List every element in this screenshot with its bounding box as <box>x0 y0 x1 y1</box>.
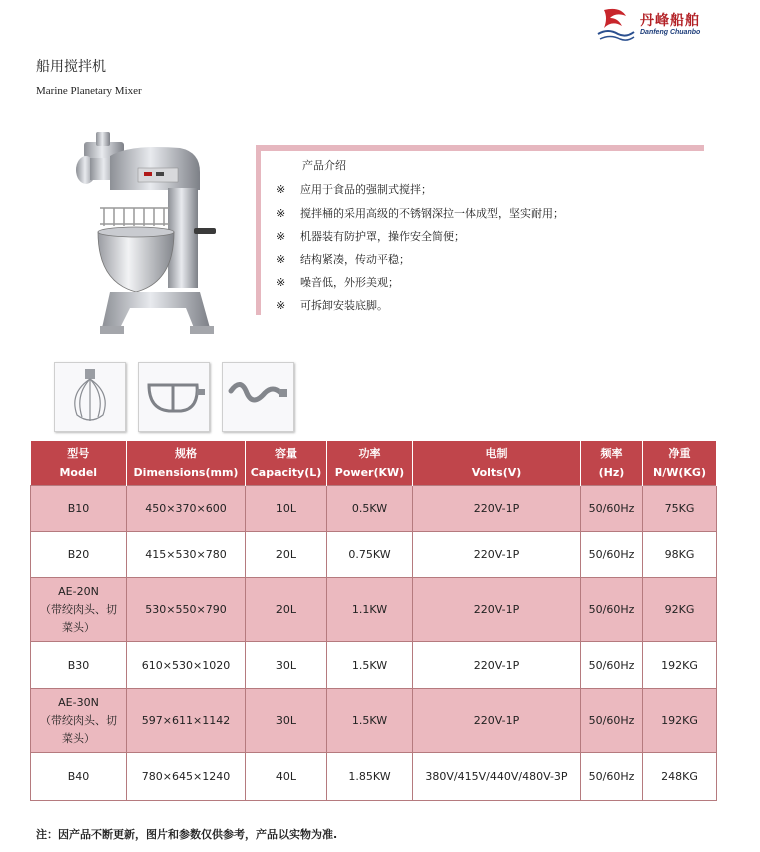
reference-mark-icon: ※ <box>276 253 286 266</box>
cell-capacity: 30L <box>246 642 327 689</box>
cell-power: 0.5KW <box>327 486 413 532</box>
cell-frequency: 50/60Hz <box>581 578 643 642</box>
feature-item <box>276 297 388 313</box>
disclaimer-note: 注：因产品不断更新，图片和参数仅供参考，产品以实物为准. <box>36 828 338 841</box>
header-capacity: 容量 Capacity(L) <box>246 441 327 486</box>
cell-power: 0.75KW <box>327 532 413 578</box>
cell-dimensions: 597×611×1142 <box>127 689 246 753</box>
brand-name-cn: 丹峰船舶 <box>640 13 700 29</box>
reference-mark-icon: ※ <box>276 299 286 312</box>
table-row <box>31 578 717 642</box>
feature-item <box>276 205 564 221</box>
brand-emblem-icon <box>596 4 636 44</box>
cell-volts: 380V/415V/440V/480V-3P <box>413 753 581 801</box>
cell-frequency: 50/60Hz <box>581 532 643 578</box>
cell-frequency: 50/60Hz <box>581 486 643 532</box>
wire-whisk-icon <box>55 363 125 431</box>
cell-net-weight: 92KG <box>643 578 717 642</box>
dough-hook-thumbnail <box>222 362 294 432</box>
cell-capacity: 30L <box>246 689 327 753</box>
cell-model: B20 <box>31 532 127 578</box>
flat-beater-thumbnail <box>138 362 210 432</box>
cell-frequency: 50/60Hz <box>581 642 643 689</box>
table-row <box>31 532 717 578</box>
product-title-cn: 船用搅拌机 <box>36 59 106 75</box>
header-model: 型号 Model <box>31 441 127 486</box>
intro-left-border <box>256 145 261 315</box>
cell-volts: 220V-1P <box>413 486 581 532</box>
reference-mark-icon: ※ <box>276 207 286 220</box>
cell-model: B40 <box>31 753 127 801</box>
cell-power: 1.85KW <box>327 753 413 801</box>
feature-item <box>276 181 432 197</box>
feature-text: 结构紧凑，传动平稳； <box>300 253 410 266</box>
table-header-row <box>31 441 717 486</box>
cell-capacity: 10L <box>246 486 327 532</box>
cell-model <box>31 689 127 753</box>
product-intro <box>256 145 704 315</box>
header-volts: 电制 Volts(V) <box>413 441 581 486</box>
cell-model: B10 <box>31 486 127 532</box>
flat-beater-icon <box>139 363 209 431</box>
cell-capacity: 20L <box>246 578 327 642</box>
reference-mark-icon: ※ <box>276 230 286 243</box>
cell-dimensions: 450×370×600 <box>127 486 246 532</box>
feature-text: 噪音低，外形美观； <box>300 276 399 289</box>
feature-text: 可拆卸安装底脚。 <box>300 299 388 312</box>
cell-net-weight: 192KG <box>643 689 717 753</box>
brand-logo <box>596 4 736 44</box>
model-note: （带绞肉头、切菜头） <box>40 602 117 634</box>
cell-dimensions: 415×530×780 <box>127 532 246 578</box>
table-row <box>31 486 717 532</box>
cell-volts: 220V-1P <box>413 642 581 689</box>
cell-volts: 220V-1P <box>413 689 581 753</box>
reference-mark-icon: ※ <box>276 183 286 196</box>
cell-net-weight: 75KG <box>643 486 717 532</box>
feature-text: 机器装有防护罩，操作安全简便； <box>300 230 465 243</box>
cell-volts: 220V-1P <box>413 578 581 642</box>
cell-power: 1.1KW <box>327 578 413 642</box>
feature-item <box>276 251 410 267</box>
mixer-product-image <box>70 132 220 342</box>
cell-capacity: 20L <box>246 532 327 578</box>
cell-model <box>31 578 127 642</box>
header-dimensions: 规格 Dimensions(mm) <box>127 441 246 486</box>
table-row <box>31 689 717 753</box>
cell-dimensions: 530×550×790 <box>127 578 246 642</box>
dough-hook-icon <box>223 363 293 431</box>
table-row <box>31 753 717 801</box>
cell-frequency: 50/60Hz <box>581 753 643 801</box>
cell-model: B30 <box>31 642 127 689</box>
feature-item <box>276 228 465 244</box>
cell-power: 1.5KW <box>327 642 413 689</box>
intro-top-border <box>256 145 704 151</box>
table-row <box>31 642 717 689</box>
brand-name-en: Danfeng Chuanbo <box>640 29 701 36</box>
feature-text: 应用于食品的强制式搅拌； <box>300 183 432 196</box>
header-net-weight: 净重 N/W(KG) <box>643 441 717 486</box>
reference-mark-icon: ※ <box>276 276 286 289</box>
header-frequency: 频率 (Hz) <box>581 441 643 486</box>
feature-item <box>276 274 399 290</box>
cell-volts: 220V-1P <box>413 532 581 578</box>
cell-net-weight: 192KG <box>643 642 717 689</box>
wire-whisk-thumbnail <box>54 362 126 432</box>
cell-net-weight: 98KG <box>643 532 717 578</box>
cell-capacity: 40L <box>246 753 327 801</box>
cell-dimensions: 780×645×1240 <box>127 753 246 801</box>
header-power: 功率 Power(KW) <box>327 441 413 486</box>
model-code: AE-30N <box>58 695 99 709</box>
cell-power: 1.5KW <box>327 689 413 753</box>
cell-net-weight: 248KG <box>643 753 717 801</box>
intro-heading: 产品介绍 <box>302 159 346 172</box>
model-note: （带绞肉头、切菜头） <box>40 713 117 745</box>
feature-text: 搅拌桶的采用高级的不锈钢深拉一体成型，坚实耐用； <box>300 207 564 220</box>
product-title-en: Marine Planetary Mixer <box>36 85 142 97</box>
model-code: AE-20N <box>58 584 99 598</box>
cell-frequency: 50/60Hz <box>581 689 643 753</box>
specification-table <box>30 441 717 801</box>
cell-dimensions: 610×530×1020 <box>127 642 246 689</box>
